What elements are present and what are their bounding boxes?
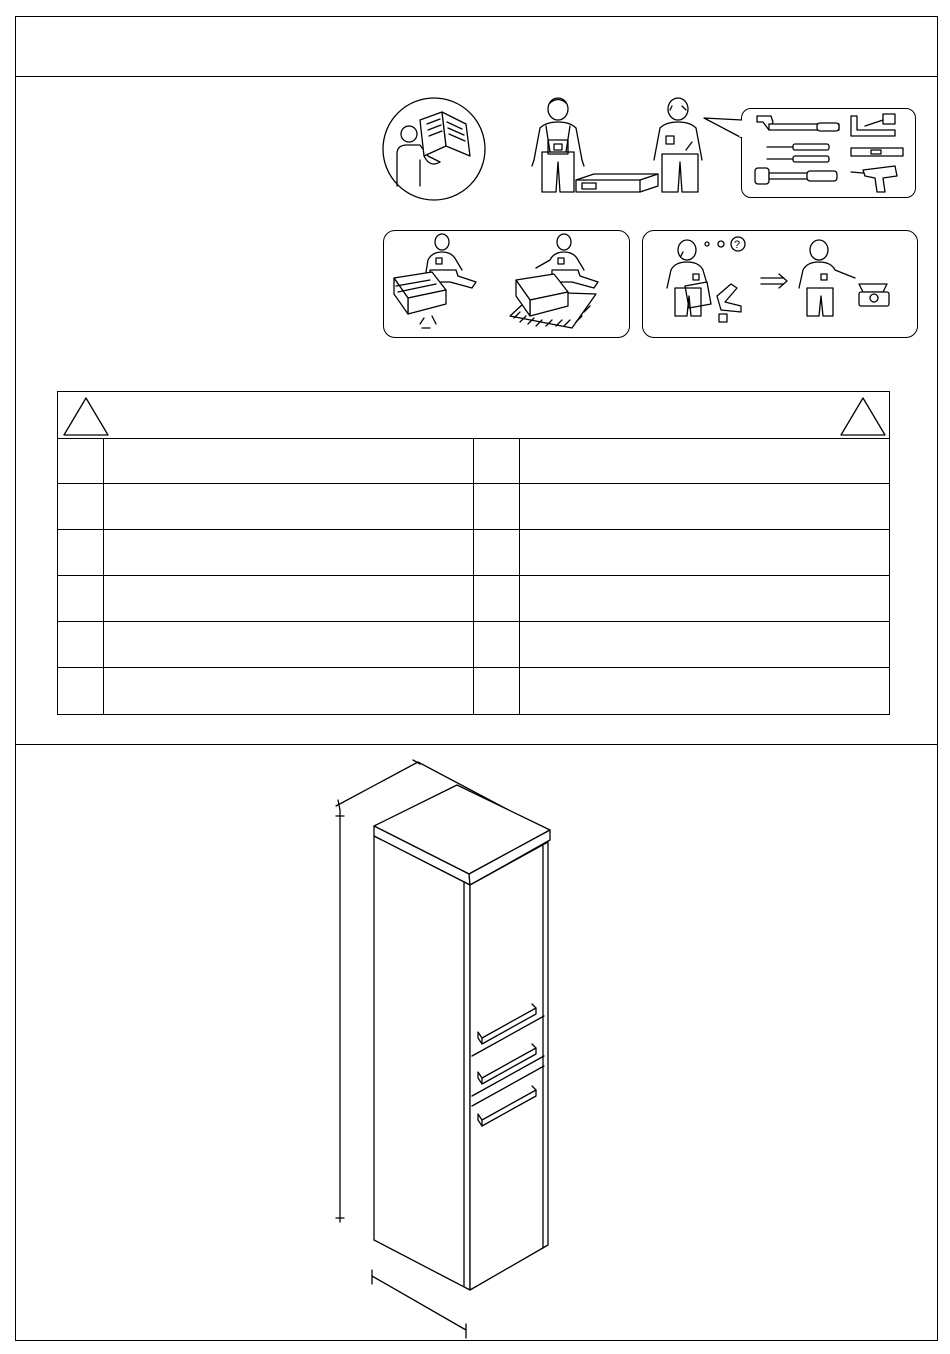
row-number-left	[58, 484, 104, 529]
warning-triangle-icon	[62, 395, 110, 437]
telephone-icon	[859, 284, 889, 306]
drill-icon	[851, 166, 897, 192]
row-text-right	[520, 438, 889, 483]
warnings-header	[58, 392, 889, 439]
row-text-left	[104, 438, 474, 483]
hammer-icon	[757, 116, 839, 131]
row-number-right	[474, 622, 520, 667]
tape-measure-icon	[865, 114, 895, 126]
row-text-right	[520, 622, 889, 667]
assemble-on-soft-surface-icon	[386, 232, 628, 336]
title-divider	[15, 76, 938, 77]
row-number-left	[58, 576, 104, 621]
warnings-heading	[118, 392, 829, 438]
implies-arrow-icon	[761, 274, 787, 288]
call-for-help-icon	[645, 232, 917, 336]
row-text-right	[520, 668, 889, 714]
row-number-right	[474, 530, 520, 575]
row-text-left	[104, 622, 474, 667]
table-row	[58, 622, 889, 668]
read-instructions-icon	[380, 98, 490, 202]
row-text-left	[104, 484, 474, 529]
row-text-left	[104, 668, 474, 714]
warning-triangle-icon	[839, 395, 887, 437]
cabinet-illustration	[0, 745, 950, 1345]
document-title	[17, 18, 936, 76]
row-number-right	[474, 484, 520, 529]
row-text-left	[104, 576, 474, 621]
row-number-left	[58, 438, 104, 483]
question-mark-icon: ?	[734, 239, 741, 251]
row-number-right	[474, 438, 520, 483]
tools-icons	[745, 110, 915, 196]
mallet-icon	[755, 168, 837, 184]
row-text-right	[520, 530, 889, 575]
spirit-level-icon	[851, 148, 903, 156]
two-person-lift-icon	[520, 96, 720, 204]
row-number-right	[474, 668, 520, 714]
row-number-right	[474, 576, 520, 621]
table-row	[58, 576, 889, 622]
row-number-left	[58, 530, 104, 575]
table-row	[58, 668, 889, 714]
speech-pointer	[700, 110, 745, 150]
cabinet-body	[374, 785, 550, 1290]
table-row	[58, 438, 889, 484]
row-text-left	[104, 530, 474, 575]
table-row	[58, 530, 889, 576]
row-text-right	[520, 576, 889, 621]
warnings-rows	[58, 438, 889, 714]
screwdriver-icon	[767, 144, 829, 162]
row-number-left	[58, 668, 104, 714]
row-number-left	[58, 622, 104, 667]
warnings-table	[57, 391, 890, 715]
table-row	[58, 484, 889, 530]
row-text-right	[520, 484, 889, 529]
